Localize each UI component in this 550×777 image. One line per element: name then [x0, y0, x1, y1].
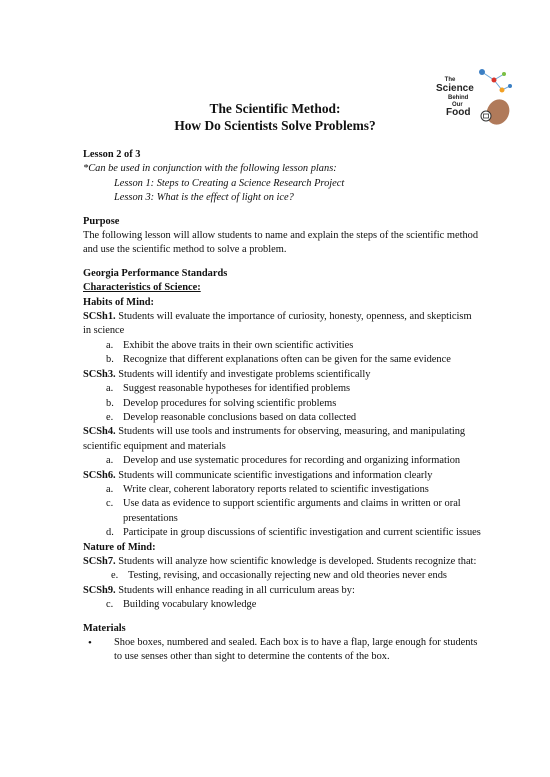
- logo-word-our: Our: [452, 102, 463, 108]
- list-item: [83, 598, 481, 612]
- list-text: Use data as evidence to support scientific arguments and claims in written or oral presentations: [123, 498, 461, 524]
- list-item: [83, 353, 481, 367]
- standard-code: SCSh4.: [83, 426, 116, 438]
- list-item: [83, 339, 481, 353]
- list-item: [83, 483, 481, 497]
- characteristics-heading: Characteristics of Science:: [83, 282, 201, 294]
- standards-heading: Georgia Performance Standards: [83, 267, 228, 279]
- list-text: Suggest reasonable hypotheses for identified problems: [123, 383, 351, 395]
- list-text: Develop procedures for solving scientific problems: [123, 397, 337, 409]
- standard-code: SCSh1.: [83, 311, 116, 323]
- standard-scsh3: [83, 368, 481, 382]
- standard-text: Students will enhance reading in all curriculum areas by:: [115, 584, 355, 596]
- list-text: Write clear, coherent laboratory reports related to scientific investigations: [123, 483, 429, 495]
- standard-scsh4: [83, 425, 481, 454]
- list-marker: d.: [106, 527, 114, 539]
- document-body: [83, 148, 481, 665]
- habits-heading: Habits of Mind:: [83, 296, 155, 308]
- logo-word-behind: Behind: [448, 95, 469, 101]
- list-marker: a.: [106, 483, 114, 495]
- list-item: [83, 569, 481, 583]
- list-text: Recognize that different explanations often can be given for the same evidence: [123, 354, 451, 366]
- standard-text: Students will analyze how scientific knowledge is developed. Students recognize that:: [115, 555, 477, 567]
- list-marker: e.: [111, 570, 119, 582]
- list-item: [83, 636, 481, 665]
- list-text: Develop and use systematic procedures for recording and organizing information: [123, 455, 461, 467]
- standard-scsh9: [83, 584, 481, 598]
- list-item: [83, 397, 481, 411]
- standard-text: Students will evaluate the importance of curiosity, honesty, openness, and skepticism in science: [83, 311, 472, 337]
- lesson-note: *Can be used in conjunction with the following lesson plans:: [83, 163, 337, 175]
- list-item: [83, 382, 481, 396]
- standard-scsh6: [83, 469, 481, 483]
- list-text: Develop reasonable conclusions based on data collected: [123, 411, 357, 423]
- standard-text: Students will use tools and instruments for observing, measuring, and manipulating scientific equipment and materials: [83, 426, 466, 452]
- list-marker: a.: [106, 339, 114, 351]
- related-lesson-1: Lesson 1: Steps to Creating a Science Research Project: [114, 177, 345, 189]
- standard-scsh7: [83, 555, 481, 569]
- list-text: Participate in group discussions of scientific investigation and current scientific issues: [123, 527, 481, 539]
- list-marker: c.: [106, 498, 114, 510]
- purpose-heading: Purpose: [83, 215, 120, 227]
- page-title-line-1: The Scientific Method:: [209, 101, 341, 116]
- standard-code: SCSh3.: [83, 368, 116, 380]
- list-item: [83, 497, 481, 526]
- list-item: [83, 526, 481, 540]
- list-marker: b.: [106, 397, 114, 409]
- logo-word-food: Food: [446, 107, 471, 118]
- materials-heading: Materials: [83, 622, 126, 634]
- standard-code: SCSh9.: [83, 584, 116, 596]
- lesson-heading: Lesson 2 of 3: [83, 149, 141, 160]
- related-lesson-2: Lesson 3: What is the effect of light on ice?: [114, 192, 294, 204]
- standard-code: SCSh7.: [83, 555, 116, 567]
- standard-code: SCSh6.: [83, 469, 116, 481]
- list-text: Exhibit the above traits in their own scientific activities: [123, 339, 354, 351]
- list-marker: a.: [106, 383, 114, 395]
- page-title-line-2: How Do Scientists Solve Problems?: [174, 118, 376, 133]
- list-marker: b.: [106, 354, 114, 366]
- standard-text: Students will identify and investigate problems scientifically: [115, 368, 371, 380]
- standard-scsh1: [83, 310, 481, 339]
- logo-word-the: The: [444, 77, 456, 83]
- list-marker: e.: [106, 411, 114, 423]
- list-marker: c.: [106, 599, 114, 611]
- list-item: [83, 411, 481, 425]
- logo-word-science: Science: [436, 83, 474, 94]
- list-marker: a.: [106, 455, 114, 467]
- nature-heading: Nature of Mind:: [83, 541, 156, 553]
- list-text: Building vocabulary knowledge: [123, 599, 257, 611]
- list-text: Testing, revising, and occasionally rejecting new and old theories never ends: [128, 570, 447, 582]
- bullet-icon: •: [88, 637, 92, 649]
- purpose-text: The following lesson will allow students to name and explain the steps of the scientific method and use the scientific method to solve a problem.: [83, 230, 479, 256]
- list-item: [83, 454, 481, 468]
- list-text: Shoe boxes, numbered and sealed. Each box is to have a flap, large enough for students to use senses other than sight to determine the contents of the box.: [114, 637, 478, 663]
- standard-text: Students will communicate scientific investigations and information clearly: [115, 469, 433, 481]
